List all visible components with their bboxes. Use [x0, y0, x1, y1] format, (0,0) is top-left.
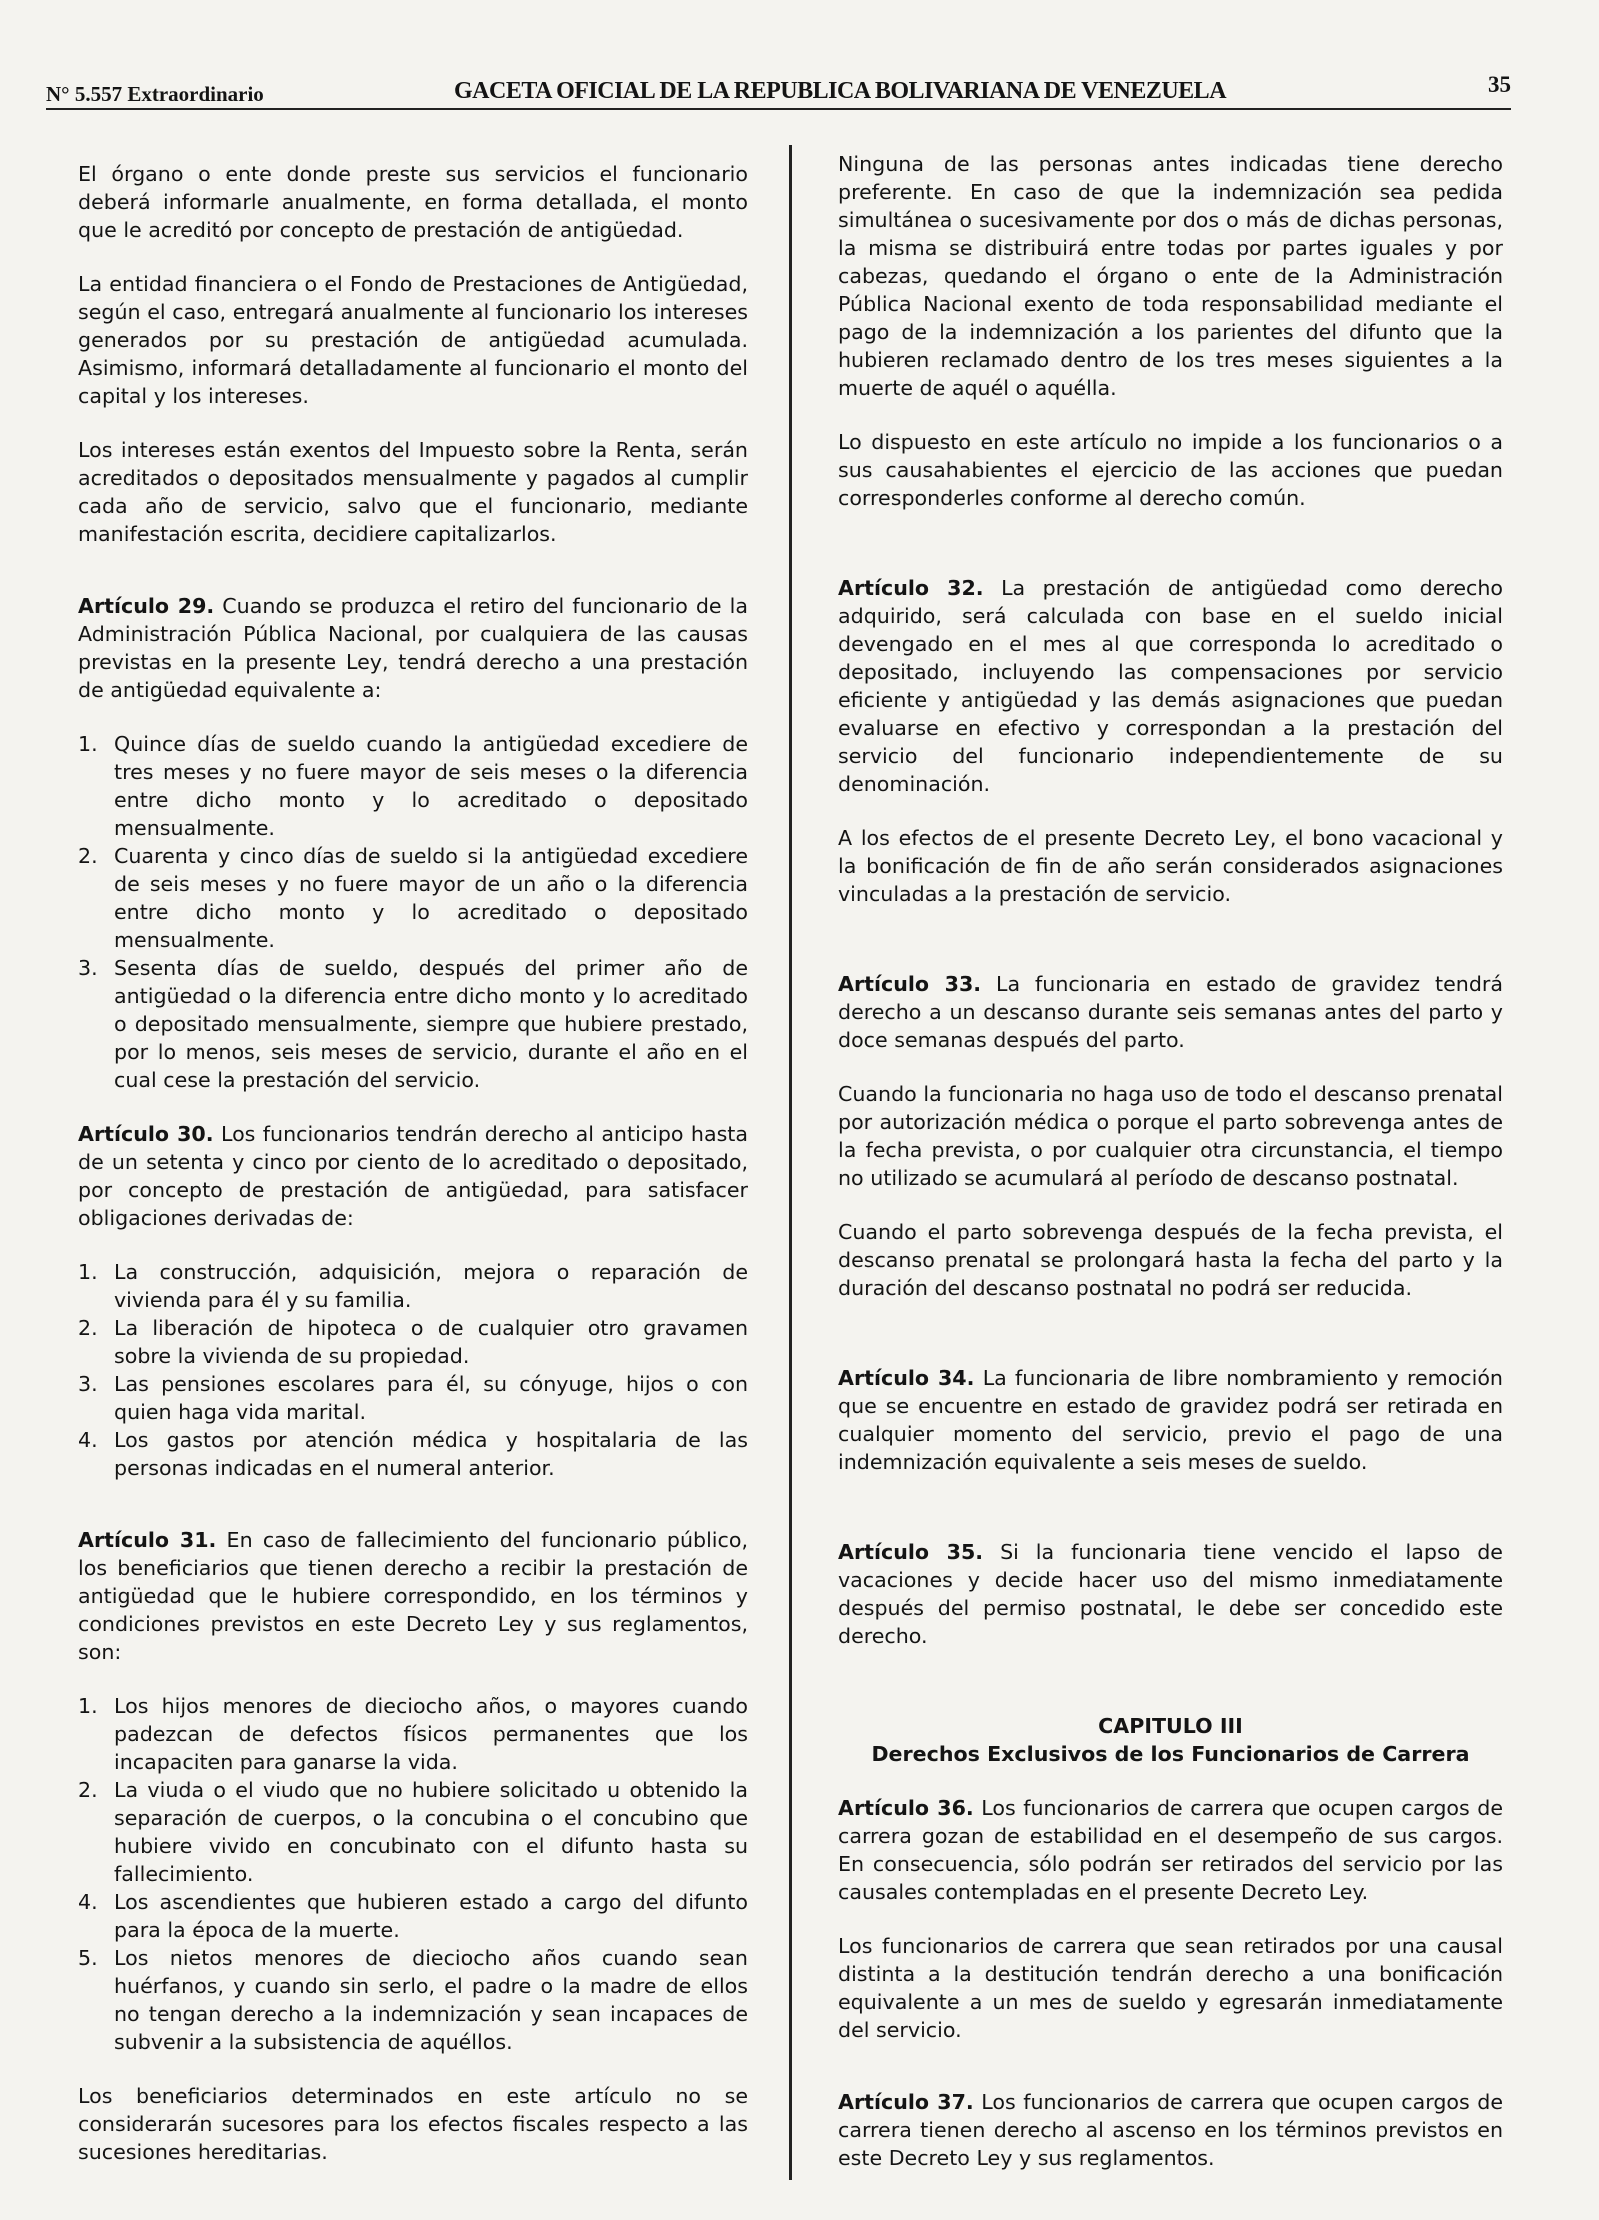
- item-text: Los ascendientes que hubieren estado a cargo del difunto para la época de la muerte.: [114, 1890, 748, 1942]
- article-31-list: [78, 1692, 748, 2056]
- article-text: Si la funcionaria tiene vencido el lapso de vacaciones y decide hacer uso del mismo inmediatamente después del permiso postnatal, le debe ser concedido este derecho.: [838, 1540, 1503, 1648]
- item-text: Las pensiones escolares para él, su cónyuge, hijos o con quien haga vida marital.: [114, 1372, 748, 1424]
- item-text: Los nietos menores de dieciocho años cuando sean huérfanos, y cuando sin serlo, el padre o la madre de ellos no tengan derecho a la indemnización y sean incapaces de subvenir a la subsistencia de aquéllos.: [114, 1946, 748, 2054]
- item-number: 2.: [78, 1778, 98, 1802]
- article-text: Los funcionarios de carrera que ocupen cargos de carrera tienen derecho al ascenso en los términos previstos en este Decreto Ley y sus reglamentos.: [838, 2090, 1504, 2170]
- item-text: La construcción, adquisición, mejora o reparación de vivienda para él y su familia.: [114, 1260, 748, 1312]
- article-text: La funcionaria en estado de gravidez tendrá derecho a un descanso durante seis semanas antes del parto y doce semanas después del parto.: [838, 972, 1503, 1052]
- header-rule: [46, 108, 1511, 110]
- left-column: [78, 160, 748, 2166]
- chapter-heading: [838, 1712, 1503, 1768]
- article-text: En caso de fallecimiento del funcionario público, los beneficiarios que tienen derecho a recibir la prestación de antigüedad que le hubiere correspondido, en los términos y condiciones previstos en este Decreto Ley y sus reglamentos, son:: [78, 1528, 748, 1664]
- article-31: [78, 1526, 748, 1666]
- paragraph: La entidad financiera o el Fondo de Prestaciones de Antigüedad, según el caso, entregará anualmente al funcionario los intereses generados por su prestación de antigüedad acumulada. Asimismo, informará detalladamente al funcionario el monto del capital y los intereses.: [78, 272, 748, 408]
- paragraph: Cuando la funcionaria no haga uso de todo el descanso prenatal por autorización médica o porque el parto sobrevenga antes de la fecha prevista, o por cualquier otra circunstancia, el tiempo no utilizado se acumulará al período de descanso postnatal.: [838, 1082, 1503, 1190]
- item-text: La liberación de hipoteca o de cualquier otro gravamen sobre la vivienda de su propiedad.: [114, 1316, 748, 1368]
- article-33: [838, 970, 1503, 1054]
- article-label: Artículo 29.: [78, 594, 215, 618]
- list-item: [78, 1888, 748, 1944]
- article-29: [78, 592, 748, 704]
- item-text: Sesenta días de sueldo, después del primer año de antigüedad o la diferencia entre dicho monto y lo acreditado o depositado mensualmente, siempre que hubiere prestado, por lo menos, seis meses de servicio, durante el año en el cual cese la prestación del servicio.: [114, 956, 748, 1092]
- paragraph: Los intereses están exentos del Impuesto sobre la Renta, serán acreditados o depositados mensualmente y pagados al cumplir cada año de servicio, salvo que el funcionario, mediante manifestación escrita, decidiere capitalizarlos.: [78, 438, 748, 546]
- item-number: 1.: [78, 1260, 98, 1284]
- paragraph: Ninguna de las personas antes indicadas tiene derecho preferente. En caso de que la indemnización sea pedida simultánea o sucesivamente por dos o más de dichas personas, la misma se distribuirá entre todas por partes iguales y por cabezas, quedando el órgano o ente de la Administración Pública Nacional exento de toda responsabilidad mediante el pago de la indemnización a los parientes del difunto que la hubieren reclamado dentro de los tres meses siguientes a la muerte de aquél o aquélla.: [838, 152, 1503, 400]
- page-number: 35: [1488, 72, 1511, 97]
- article-label: Artículo 37.: [838, 2090, 974, 2114]
- list-item: [78, 1258, 748, 1314]
- paragraph: Cuando el parto sobrevenga después de la fecha prevista, el descanso prenatal se prolongará hasta la fecha del parto y la duración del descanso postnatal no podrá ser reducida.: [838, 1220, 1503, 1300]
- article-text: La prestación de antigüedad como derecho adquirido, será calculada con base en el sueldo inicial devengado en el mes al que corresponda lo acreditado o depositado, incluyendo las compensaciones por servicio eficiente y antigüedad y las demás asignaciones que puedan evaluarse en efectivo y correspondan a la prestación del servicio del funcionario independientemente de su denominación.: [838, 576, 1503, 796]
- article-label: Artículo 34.: [838, 1366, 975, 1390]
- paragraph: El órgano o ente donde preste sus servicios el funcionario deberá informarle anualmente, en forma detallada, el monto que le acreditó por concepto de prestación de antigüedad.: [78, 162, 748, 242]
- item-number: 5.: [78, 1946, 98, 1970]
- paragraph: Los beneficiarios determinados en este artículo no se considerarán sucesores para los efectos fiscales respecto a las sucesiones hereditarias.: [78, 2084, 748, 2164]
- article-label: Artículo 36.: [838, 1796, 974, 1820]
- gazette-title: GACETA OFICIAL DE LA REPUBLICA BOLIVARIANA DE VENEZUELA: [454, 78, 1227, 104]
- list-item: [78, 1426, 748, 1482]
- article-text: Cuando se produzca el retiro del funcionario de la Administración Pública Nacional, por cualquiera de las causas previstas en la presente Ley, tendrá derecho a una prestación de antigüedad equivalente a:: [78, 594, 748, 702]
- item-text: La viuda o el viudo que no hubiere solicitado u obtenido la separación de cuerpos, o la concubina o el concubino que hubiere vivido en concubinato con el difunto hasta su fallecimiento.: [114, 1778, 748, 1886]
- article-label: Artículo 33.: [838, 972, 982, 996]
- item-number: 1.: [78, 1694, 98, 1718]
- article-29-list: [78, 730, 748, 1094]
- list-item: [78, 1776, 748, 1888]
- item-number: 4.: [78, 1890, 98, 1914]
- item-text: Los gastos por atención médica y hospitalaria de las personas indicadas en el numeral anterior.: [114, 1428, 748, 1480]
- article-label: Artículo 30.: [78, 1122, 214, 1146]
- item-text: Cuarenta y cinco días de sueldo si la antigüedad excediere de seis meses y no fuere mayor de un año o la diferencia entre dicho monto y lo acreditado o depositado mensualmente.: [114, 844, 748, 952]
- item-text: Quince días de sueldo cuando la antigüedad excediere de tres meses y no fuere mayor de seis meses o la diferencia entre dicho monto y lo acreditado o depositado mensualmente.: [114, 732, 748, 840]
- item-number: 1.: [78, 732, 98, 756]
- item-text: Los hijos menores de dieciocho años, o mayores cuando padezcan de defectos físicos permanentes que los incapaciten para ganarse la vida.: [114, 1694, 748, 1774]
- article-text: La funcionaria de libre nombramiento y remoción que se encuentre en estado de gravidez podrá ser retirada en cualquier momento del servicio, previo el pago de una indemnización equivalente a seis meses de sueldo.: [838, 1366, 1503, 1474]
- item-number: 2.: [78, 1316, 98, 1340]
- article-35: [838, 1538, 1503, 1650]
- item-number: 2.: [78, 844, 98, 868]
- chapter-number: CAPITULO III: [1098, 1714, 1243, 1738]
- article-label: Artículo 32.: [838, 576, 984, 600]
- item-number: 3.: [78, 1372, 98, 1396]
- article-32: [838, 574, 1503, 798]
- article-text: Los funcionarios tendrán derecho al anticipo hasta de un setenta y cinco por ciento de lo acreditado o depositado, por concepto de prestación de antigüedad, para satisfacer obligaciones derivadas de:: [78, 1122, 748, 1230]
- item-number: 4.: [78, 1428, 98, 1452]
- article-label: Artículo 31.: [78, 1528, 217, 1552]
- list-item: [78, 954, 748, 1094]
- article-36: [838, 1794, 1503, 1906]
- right-column: [838, 150, 1503, 2172]
- paragraph: A los efectos de el presente Decreto Ley, el bono vacacional y la bonificación de fin de año serán considerados asignaciones vinculadas a la prestación de servicio.: [838, 826, 1503, 906]
- article-34: [838, 1364, 1503, 1476]
- paragraph: Los funcionarios de carrera que sean retirados por una causal distinta a la destitución tendrán derecho a una bonificación equivalente a un mes de sueldo y egresarán inmediatamente del servicio.: [838, 1934, 1503, 2042]
- article-30-list: [78, 1258, 748, 1482]
- list-item: [78, 730, 748, 842]
- list-item: [78, 1944, 748, 2056]
- list-item: [78, 1314, 748, 1370]
- paragraph: Lo dispuesto en este artículo no impide a los funcionarios o a sus causahabientes el ejercicio de las acciones que puedan corresponderles conforme al derecho común.: [838, 430, 1503, 510]
- item-number: 3.: [78, 956, 98, 980]
- chapter-title: Derechos Exclusivos de los Funcionarios de Carrera: [871, 1742, 1470, 1766]
- list-item: [78, 842, 748, 954]
- list-item: [78, 1692, 748, 1776]
- column-divider: [789, 145, 792, 2180]
- article-text: Los funcionarios de carrera que ocupen cargos de carrera gozan de estabilidad en el desempeño de sus cargos. En consecuencia, sólo podrán ser retirados del servicio por las causales contempladas en el presente Decreto Ley.: [838, 1796, 1504, 1904]
- article-37: [838, 2088, 1503, 2172]
- article-30: [78, 1120, 748, 1232]
- issue-number: N° 5.557 Extraordinario: [46, 82, 264, 106]
- article-label: Artículo 35.: [838, 1540, 984, 1564]
- page-header: [46, 68, 1511, 110]
- list-item: [78, 1370, 748, 1426]
